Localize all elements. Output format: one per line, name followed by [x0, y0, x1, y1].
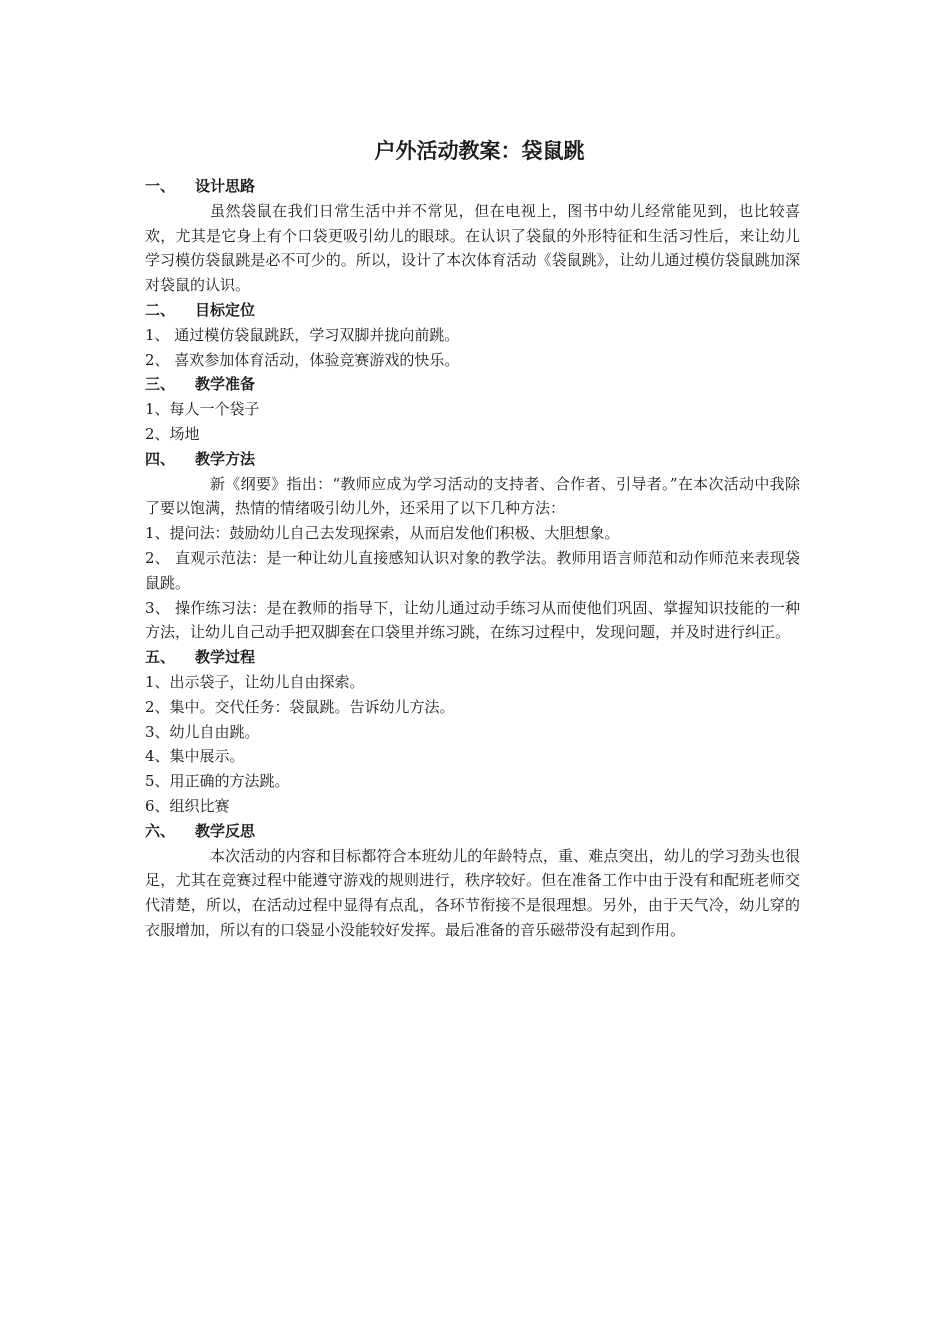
list-item: 1、提问法：鼓励幼儿自己去发现探索，从而启发他们积极、大胆想象。 — [145, 524, 620, 543]
section-number: 五、 — [145, 648, 176, 667]
list-item: 3、 操作练习法：是在教师的指导下，让幼儿通过动手练习从而使他们巩固、掌握知识技能的一种方法，让幼儿自己动手把双脚套在口袋里并练习跳，在练习过程中，发现问题，并及时进行纠正。 — [145, 598, 800, 642]
section-heading-1 — [145, 174, 800, 199]
list-item: 3、幼儿自由跳。 — [145, 722, 260, 741]
section-paragraph: 本次活动的内容和目标都符合本班幼儿的年龄特点，重、难点突出，幼儿的学习劲头也很足，尤其在竞赛过程中能遵守游戏的规则进行，秩序较好。但在准备工作中由于没有和配班老师交代清楚，所以，在活动过程中显得有点乱，各环节衔接不是很理想。另外，由于天气冷，幼儿穿的衣服增加，所以有的口袋显小没能较好发挥。最后准备的音乐磁带没有起到作用。 — [145, 846, 800, 939]
section-number: 四、 — [145, 449, 176, 468]
section-heading-6 — [145, 819, 800, 844]
section-title: 教学方法 — [195, 449, 256, 468]
section-paragraph: 虽然袋鼠在我们日常生活中并不常见，但在电视上，图书中幼儿经常能见到，也比较喜欢，尤其是它身上有个口袋更吸引幼儿的眼球。在认识了袋鼠的外形特征和生活习性后，来让幼儿学习模仿袋鼠跳是必不可少的。所以，设计了本次体育活动《袋鼠跳》，让幼儿通过模仿袋鼠跳加深对袋鼠的认识。 — [145, 201, 800, 295]
list-item: 1、每人一个袋子 — [145, 400, 260, 419]
list-item: 2、 喜欢参加体育活动，体验竞赛游戏的快乐。 — [145, 350, 460, 369]
list-item: 1、出示袋子，让幼儿自由探索。 — [145, 672, 365, 691]
section-title: 教学准备 — [195, 375, 256, 394]
list-item: 2、 直观示范法：是一种让幼儿直接感知认识对象的教学法。教师用语言师范和动作师范来表现袋鼠跳。 — [145, 548, 800, 592]
list-item: 2、集中。交代任务：袋鼠跳。告诉幼儿方法。 — [145, 697, 455, 716]
section-heading-5 — [145, 645, 800, 670]
section-number: 六、 — [145, 821, 176, 840]
document-title: 户外活动教案：袋鼠跳 — [374, 139, 585, 163]
section-title: 教学反思 — [195, 821, 256, 840]
list-item: 4、集中展示。 — [145, 747, 245, 766]
section-title: 目标定位 — [195, 300, 256, 319]
list-item: 2、场地 — [145, 424, 200, 443]
section-heading-2 — [145, 298, 800, 323]
section-heading-4 — [145, 447, 800, 472]
section-number: 二、 — [145, 300, 176, 319]
section-title: 设计思路 — [195, 177, 256, 195]
section-number: 一、 — [145, 177, 176, 195]
document-page — [145, 136, 800, 943]
section-number: 三、 — [145, 375, 176, 394]
section-title: 教学过程 — [195, 648, 256, 667]
section-paragraph: 新《纲要》指出：“教师应成为学习活动的支持者、合作者、引导者。”在本次活动中我除了要以饱满，热情的情绪吸引幼儿外，还采用了以下几种方法： — [145, 474, 800, 518]
list-item: 6、组织比赛 — [145, 796, 230, 815]
list-item: 5、用正确的方法跳。 — [145, 772, 290, 791]
list-item: 1、 通过模仿袋鼠跳跃，学习双脚并拢向前跳。 — [145, 325, 460, 344]
section-heading-3 — [145, 372, 800, 397]
